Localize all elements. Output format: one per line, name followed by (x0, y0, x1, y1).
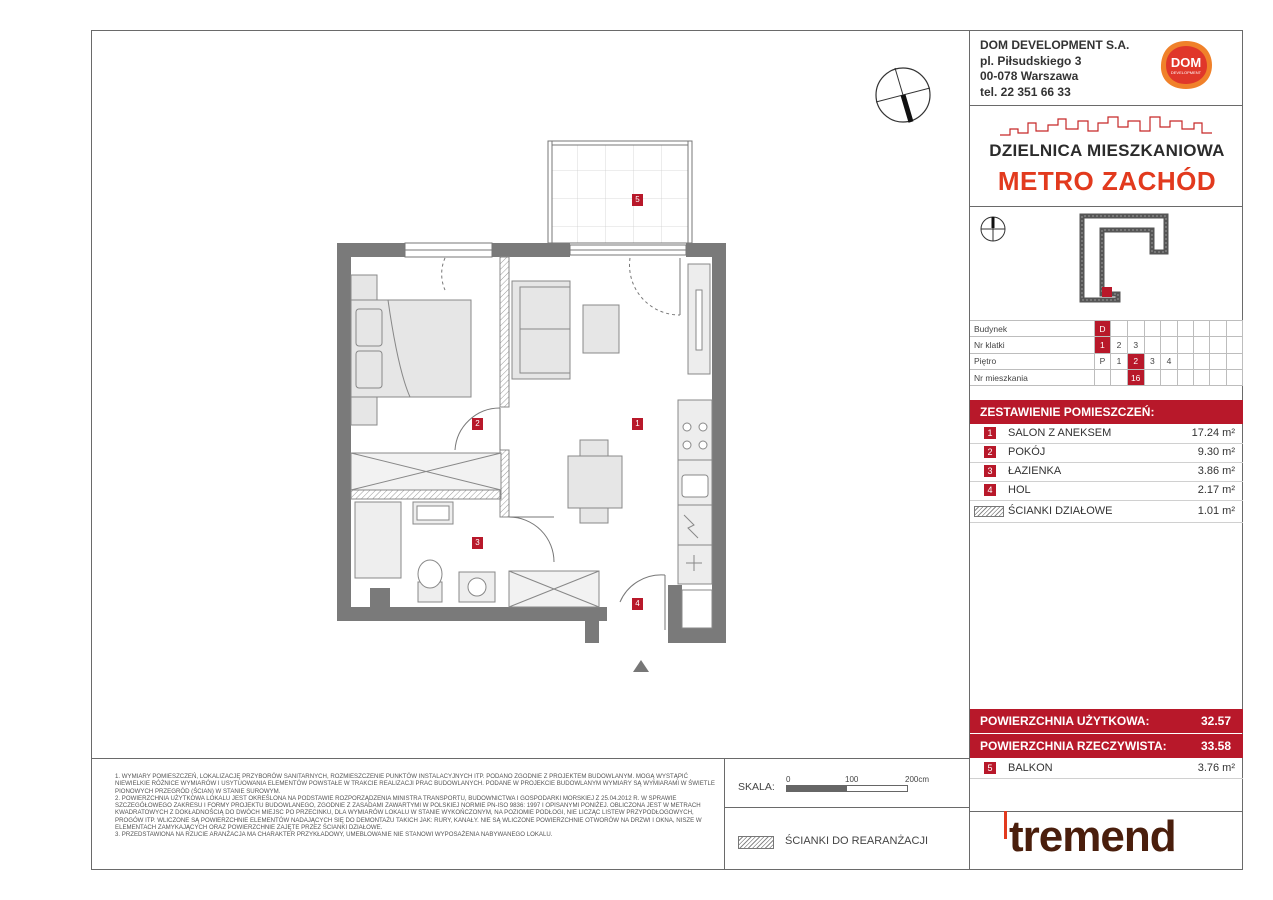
list-item (970, 424, 1243, 444)
kitchen-counter (678, 264, 712, 584)
key-plan (1074, 212, 1170, 304)
company-address1: pl. Piłsudskiego 3 (980, 53, 1082, 68)
usable-area-bar (970, 709, 1243, 733)
bed (351, 275, 471, 425)
real-area-value: 33.58 (1200, 739, 1231, 753)
room-area: 3.86 m² (1197, 465, 1235, 477)
hatch-swatch (974, 506, 1004, 517)
scale-label: SKALA: (738, 781, 775, 793)
sofa (512, 281, 570, 379)
table-cell: 1 (1094, 337, 1111, 353)
divider (970, 105, 1243, 106)
real-area-label: POWIERZCHNIA RZECZYWISTA: (980, 739, 1167, 753)
table-cell: 4 (1161, 353, 1178, 369)
room-name: ŁAZIENKA (1008, 465, 1062, 477)
room-area: 9.30 m² (1197, 446, 1235, 458)
room-number: 3 (984, 465, 996, 477)
plan-label-2: 2 (472, 418, 483, 430)
partition-walls-name: ŚCIANKI DZIAŁOWE (1008, 505, 1113, 517)
dining-table (568, 440, 622, 523)
table-cell: 2 (1111, 337, 1128, 353)
room-area: 17.24 m² (1191, 427, 1235, 439)
apartment-info-table (970, 320, 1243, 386)
partition-walls-row (970, 502, 1243, 523)
compass-icon (872, 64, 934, 126)
bathroom-fixtures (355, 502, 495, 602)
rearrange-label: ŚCIANKI DO REARANŻACJI (785, 835, 929, 847)
note-2: 2. POWIERZCHNIA UŻYTKOWA LOKALU JEST OKREŚLONA NA PODSTAWIE ROZPORZĄDZENIA MINISTRA TRANSPORTU, BUDOWNICTWA I GOSPODARKI MORSKIEJ Z 25.04.2012 R. W SPRAWIE SZCZEGÓŁOWEGO ZAKRESU I FORMY PROJEKTU BUDOWLANEGO, ZGODNIE Z ZASADAMI ZAWARTYMI W POLSKIEJ NORMIE PN-ISO 9836: 1997 I OPISANYMI PONIŻEJ. OBLICZONA JEST W METRACH KWADRATOWYCH Z DOKŁADNOŚCIĄ DO DWÓCH MIEJSC PO PRZECINKU, DLA WYMIARÓW LOKALU W STANIE WYKOŃCZONYM, NA POZIOMIE PODŁOGI, NIE LICZĄC LISTEW PRZYPODŁOGOWYCH, PROGÓW ITP. WLICZONE SĄ POWIERZCHNIE ELEMENTÓW NADAJĄCYCH SIĘ DO DEMONTAŻU TAKICH JAK: RURY, KANAŁY. NIE SĄ WLICZONE POWIERZCHNIE OTWORÓW NA DRZWI I OKNA, NISZE W ELEMENTACH ZAMYKAJĄCYCH ORAZ POWIERZCHNIE ZAJĘTE PRZEZ ŚCIANKI DZIAŁOWE. (115, 794, 702, 832)
divider (970, 206, 1243, 207)
plan-label-3: 3 (472, 537, 483, 549)
row-label: Nr mieszkania (970, 369, 1094, 385)
divider (91, 758, 969, 759)
scale-bar-light (846, 785, 908, 792)
dom-logo-subtext: DEVELOPMENT (1170, 70, 1202, 75)
company-address2: 00-078 Warszawa (980, 69, 1079, 83)
tremend-accent (1004, 811, 1007, 839)
plan-label-4: 4 (632, 598, 643, 610)
row-label: Budynek (970, 321, 1094, 337)
room-number: 5 (984, 762, 996, 774)
table-row (970, 369, 1243, 385)
room-area: 3.76 m² (1197, 762, 1235, 774)
table-cell: P (1094, 353, 1111, 369)
coffee-table (583, 305, 619, 353)
divider (724, 758, 725, 870)
floor-plan (330, 130, 740, 680)
scale-bar-dark (786, 785, 848, 792)
table-cell: 3 (1127, 337, 1144, 353)
table-row (970, 337, 1243, 353)
balcony-floor (550, 143, 690, 243)
room-area: 2.17 m² (1197, 484, 1235, 496)
table-cell: 16 (1127, 369, 1144, 385)
table-cell: 1 (1111, 353, 1128, 369)
skyline-graphic (1000, 113, 1212, 138)
rooms-header (970, 400, 1243, 424)
divider (724, 807, 969, 808)
table-cell: 3 (1144, 353, 1161, 369)
brand-line1: DZIELNICA MIESZKANIOWA (989, 141, 1225, 160)
brand-line2: METRO ZACHÓD (997, 166, 1217, 196)
company-name: DOM DEVELOPMENT S.A. (980, 38, 1130, 52)
table-row (970, 321, 1243, 337)
company-info (980, 38, 1129, 100)
scale-tick-0: 0 (786, 775, 791, 784)
room-number: 1 (984, 427, 996, 439)
plan-label-5: 5 (632, 194, 643, 206)
real-area-bar (970, 734, 1243, 758)
room-name: HOL (1008, 484, 1031, 496)
list-item (970, 462, 1243, 482)
partition-walls-area: 1.01 m² (1197, 505, 1235, 517)
scale-tick-200: 200cm (905, 775, 930, 784)
room-name: BALKON (1008, 762, 1053, 774)
tremend-logo-text: tremend (1009, 812, 1176, 861)
company-phone: tel. 22 351 66 33 (980, 84, 1071, 99)
notes (115, 773, 720, 839)
room-name: SALON Z ANEKSEM (1008, 427, 1112, 439)
table-cell: D (1094, 321, 1111, 337)
usable-area-label: POWIERZCHNIA UŻYTKOWA: (980, 714, 1150, 728)
dom-logo-text: DOM (1170, 55, 1202, 70)
room-number: 2 (984, 446, 996, 458)
scale-tick-100: 100 (845, 775, 859, 784)
usable-area-value: 32.57 (1200, 714, 1231, 728)
row-label: Nr klatki (970, 337, 1094, 353)
info-panel (969, 30, 1243, 870)
room-name: POKÓJ (1008, 446, 1046, 458)
plan-label-1: 1 (632, 418, 643, 430)
small-compass-icon (978, 214, 1008, 244)
rearrange-swatch (738, 836, 774, 849)
rooms-header-text: ZESTAWIENIE POMIESZCZEŃ: (980, 405, 1155, 419)
dom-development-logo (1158, 39, 1214, 91)
room-number: 4 (984, 484, 996, 496)
list-item (970, 481, 1243, 501)
row-label: Piętro (970, 353, 1094, 369)
note-3: 3. PRZEDSTAWIONA NA RZUCIE ARANŻACJA MA CHARAKTER PRZYKŁADOWY, UMEBLOWANIE NIE STANOWI WYPOSAŻENIA NABYWANEGO LOKALU. (115, 831, 553, 839)
list-item (970, 443, 1243, 463)
balcony-row (970, 759, 1243, 779)
tremend-logo (1004, 812, 1176, 862)
note-1: 1. WYMIARY POMIESZCZEŃ, LOKALIZACJĘ PRZYBORÓW SANITARNYCH, ROZMIESZCZENIE PUNKTÓW INSTALACYJNYCH ITP. PODANO ZGODNIE Z PROJEKTEM BUDOWLANYM. MOGĄ WYSTĄPIĆ NIEWIELKIE RÓŻNICE WYMIARÓW I USYTUOWANIA ELEMENTÓW POWSTAŁE W TRAKCIE REALIZACJI PRAC BUDOWLANYCH. PODANE W PROJEKCIE BUDOWLANYM WYMIARY SĄ WYMIARAMI W ŚWIETLE PIONOWYCH PRZEGRÓD (ŚCIAN) W STANIE SUROWYM. (115, 773, 715, 795)
table-row (970, 353, 1243, 369)
table-cell: 2 (1127, 353, 1144, 369)
